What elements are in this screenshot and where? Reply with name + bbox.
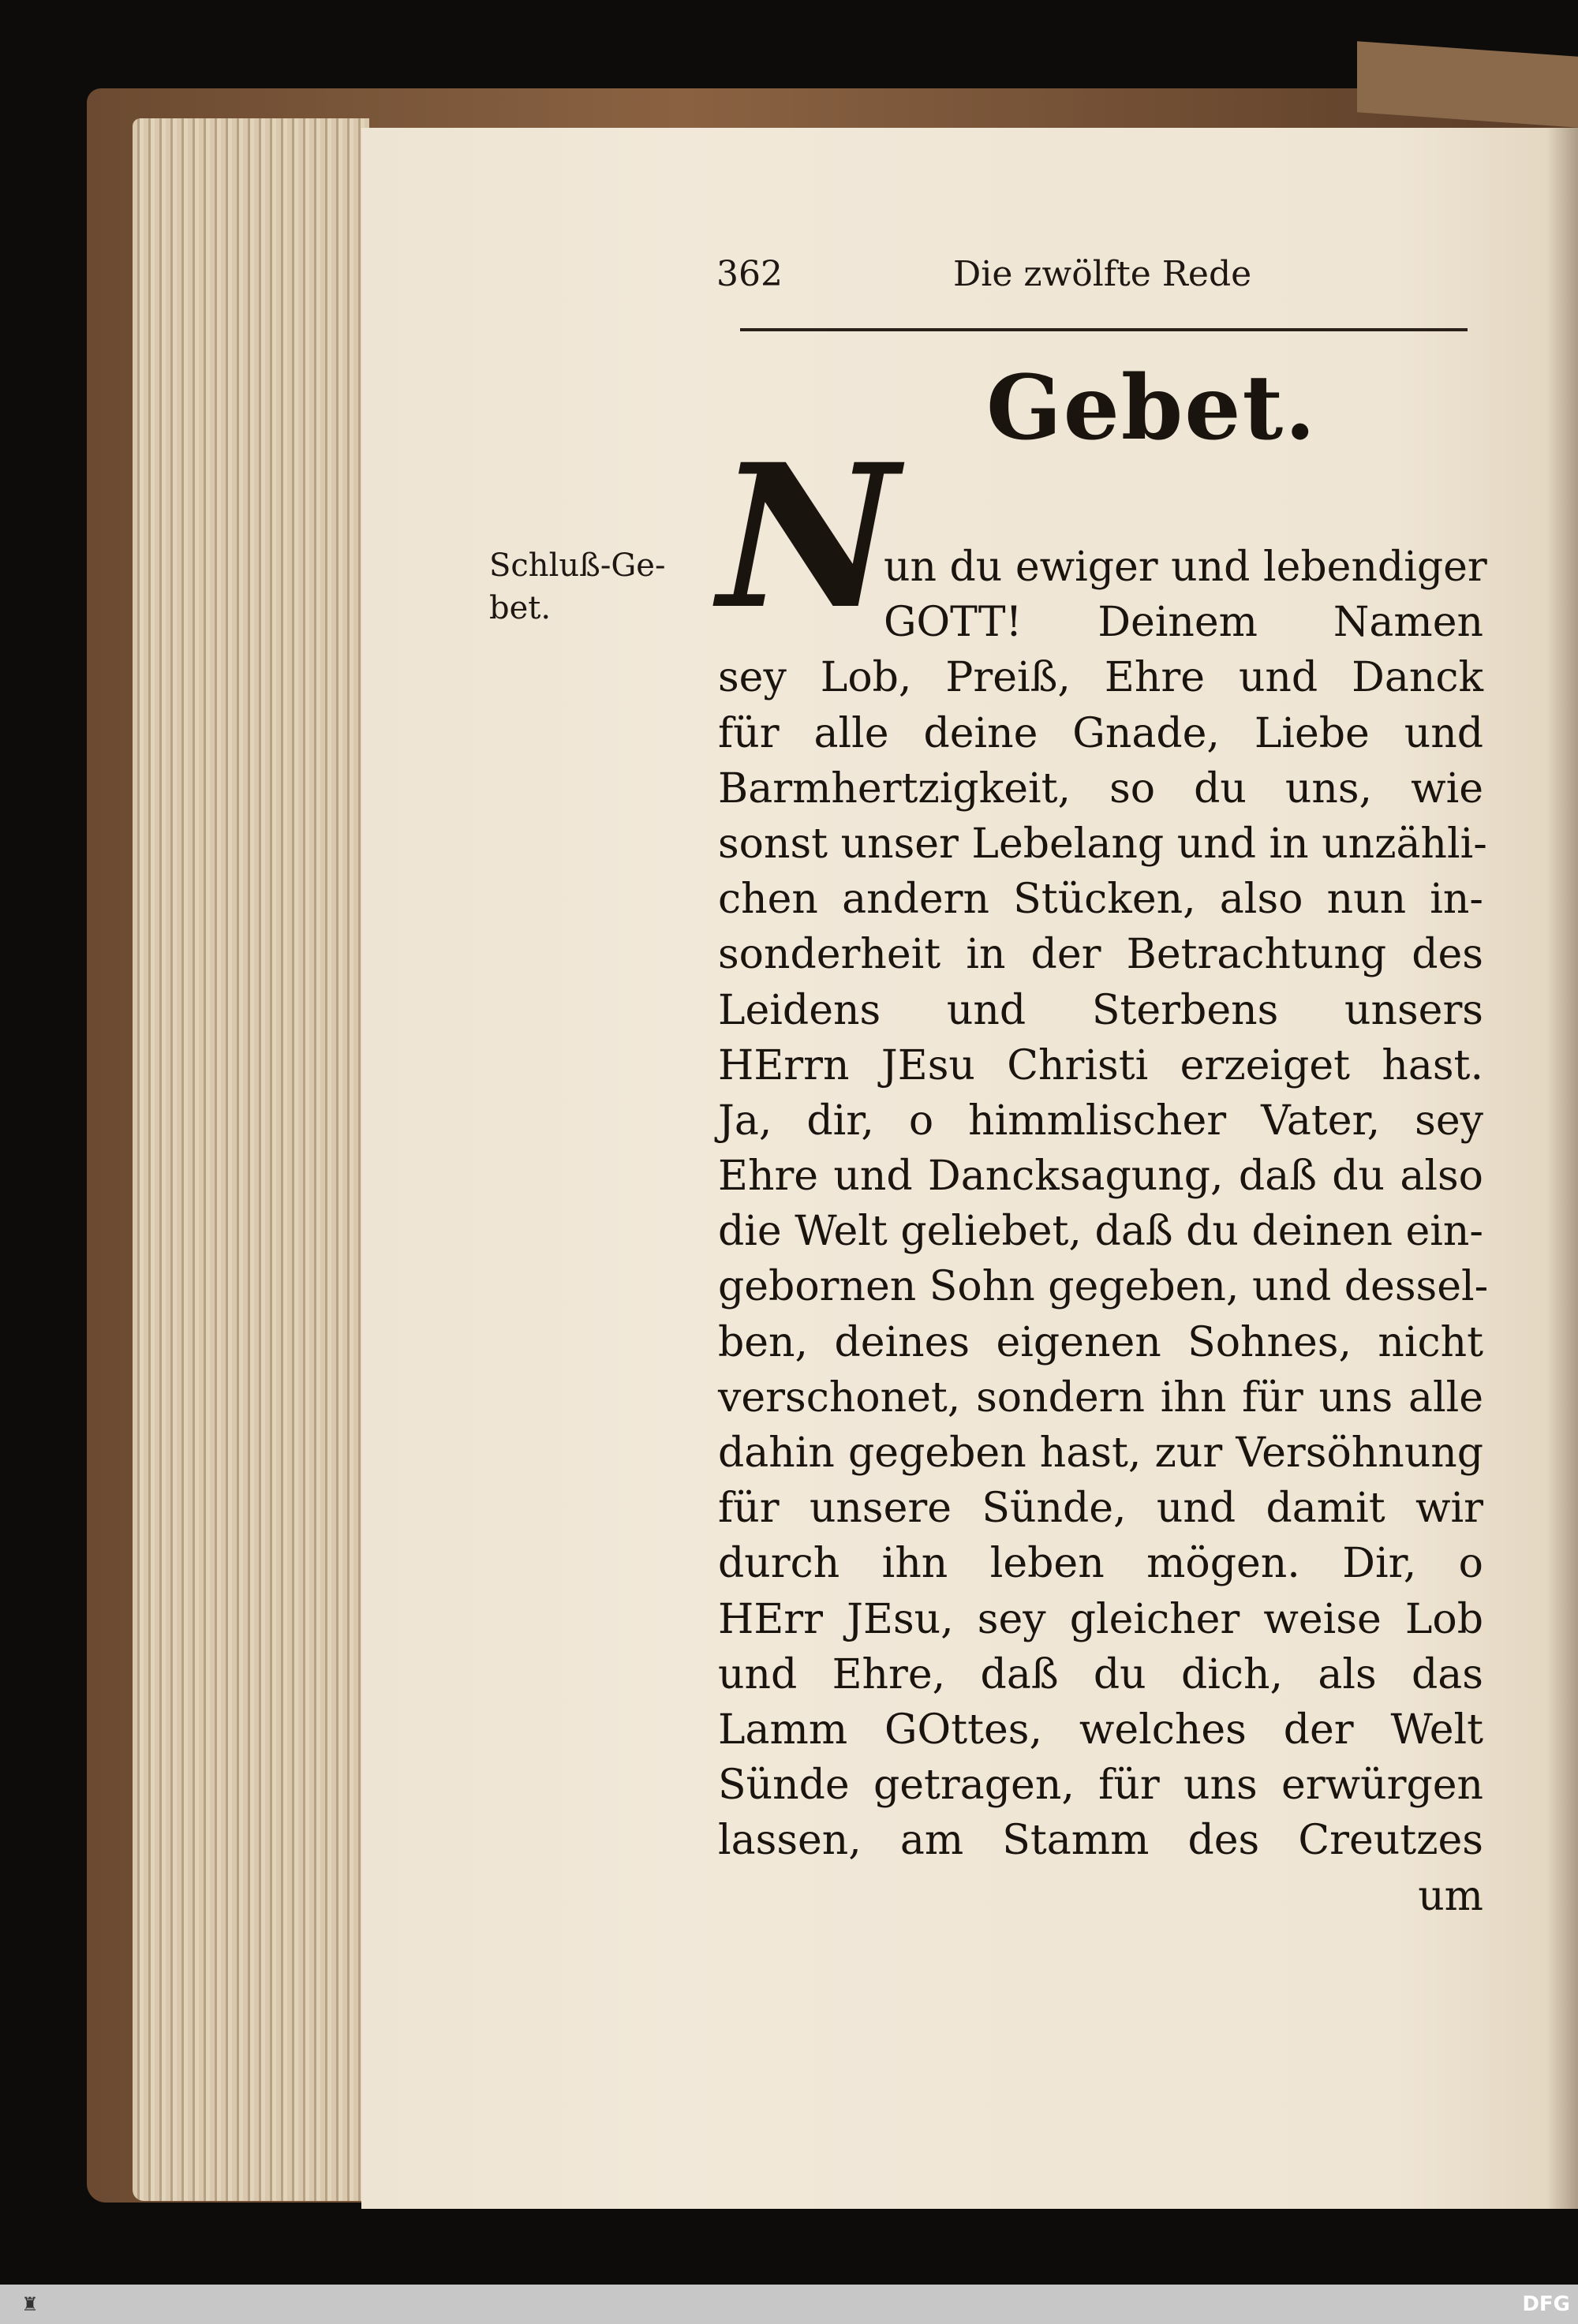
running-title: Die zwölfte Rede [953,254,1252,294]
margin-note [489,544,686,630]
running-head [716,254,1466,301]
page-edges [133,118,369,2201]
text-line: un du ewiger und lebendiger [884,544,1487,591]
text-line: verschonet, sondern ihn für uns alle [718,1373,1483,1422]
text-line: für alle deine Gnade, Liebe und [718,709,1483,757]
text-line: Ehre und Dancksagung, daß du also [718,1153,1483,1201]
dfg-logo: DFG [1522,2292,1570,2316]
drop-cap-initial: N [718,420,899,652]
prayer-text [718,540,1489,1924]
text-line: sonderheit in der Betrachtung des [718,931,1483,979]
page-number: 362 [716,254,783,294]
library-logo-icon: ♜ [21,2293,39,2315]
catchword: um [1418,1872,1483,1920]
text-line: lassen, am Stamm des Creutzes [718,1817,1483,1865]
text-line: Leidens und Sterbens unsers [718,986,1483,1034]
text-line: sey Lob, Preiß, Ehre und Danck [718,654,1483,702]
text-line: chen andern Stücken, also nun in- [718,876,1483,924]
text-line: ben, deines eigenen Sohnes, nicht [718,1318,1483,1366]
text-line: Lamm GOttes, welches der Welt [718,1706,1483,1754]
text-line: GOTT! Deinem Namen [884,599,1483,647]
page-gutter-shadow [1546,128,1578,2209]
text-line: gebornen Sohn gegeben, und dessel- [718,1263,1489,1311]
margin-note-line: bet. [489,590,552,626]
viewer-footer-bar [0,2285,1578,2324]
text-line: dahin gegeben hast, zur Versöhnung [718,1429,1483,1477]
text-line: Ja, dir, o himmlischer Vater, sey [718,1097,1483,1145]
text-line: und Ehre, daß du dich, als das [718,1650,1483,1698]
text-line: HErr JEsu, sey gleicher weise Lob [718,1595,1483,1643]
text-line: HErrn JEsu Christi erzeiget hast. [718,1041,1483,1089]
text-line: für unsere Sünde, und damit wir [718,1485,1483,1533]
text-line: durch ihn leben mögen. Dir, o [718,1540,1483,1588]
text-line: die Welt geliebet, daß du deinen ein- [718,1208,1483,1256]
text-line: sonst unser Lebelang und in unzähli- [718,820,1487,868]
text-line: Barmhertzigkeit, so du uns, wie [718,764,1483,813]
text-line: Sünde getragen, für uns erwürgen [718,1762,1483,1810]
section-heading: Gebet. [986,357,1318,460]
header-rule [740,328,1468,331]
margin-note-line: Schluß-Ge- [489,547,666,584]
